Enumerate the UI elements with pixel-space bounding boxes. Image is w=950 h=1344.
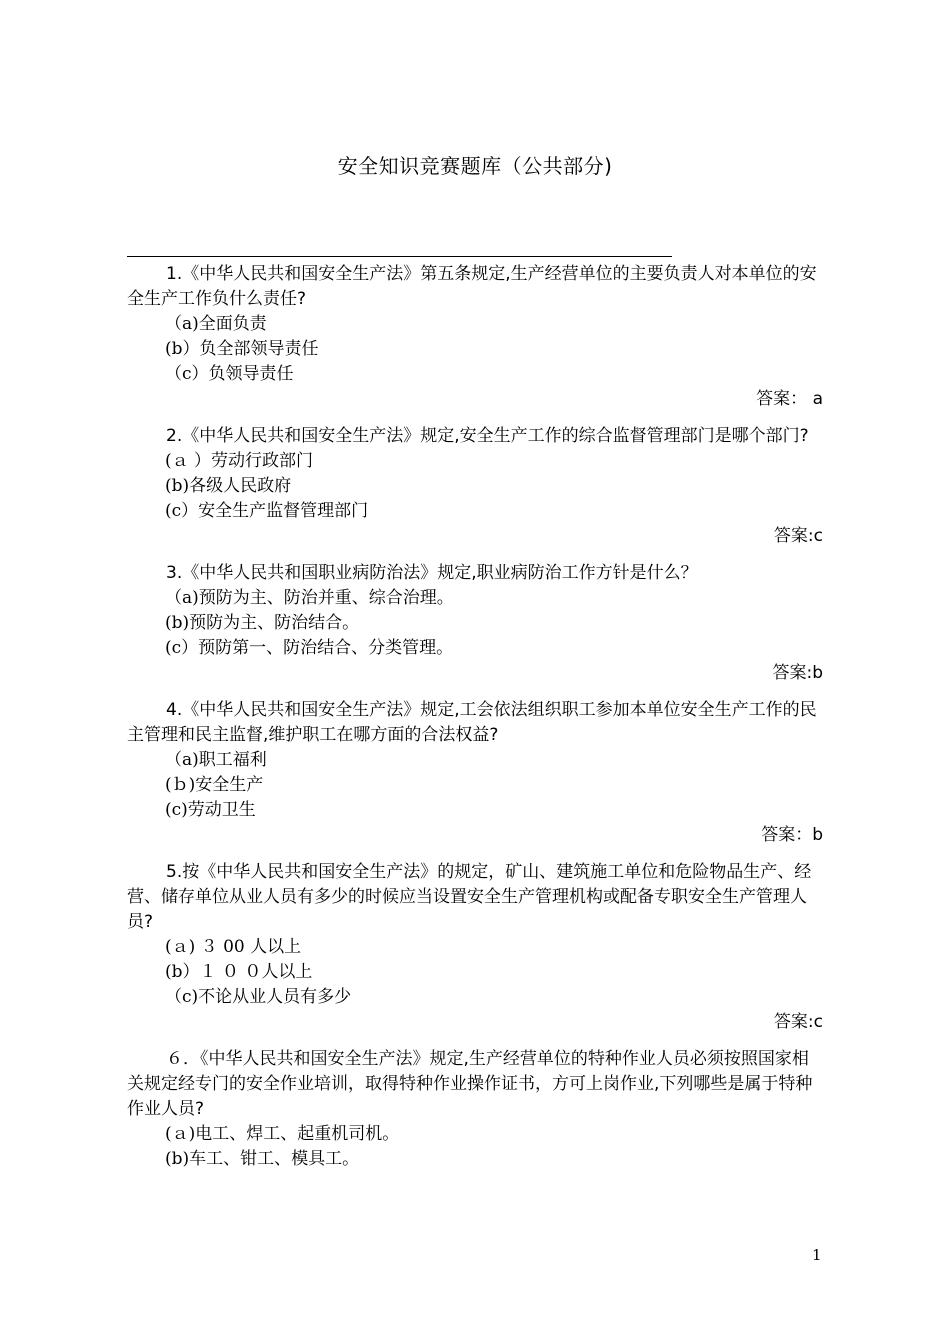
answer: 答案:b xyxy=(772,663,823,683)
option-b: (b）１ ０ ０人以上 xyxy=(165,962,313,982)
question-item xyxy=(127,698,823,848)
question-list xyxy=(127,262,823,1172)
question-item xyxy=(127,262,823,412)
question-text: 2.《中华人民共和国安全生产法》规定,安全生产工作的综合监督管理部门是哪个部门? xyxy=(166,426,809,446)
question-text: 5.按《中华人民共和国安全生产法》的规定，矿山、建筑施工单位和危险物品生产、经营、储存单位从业人员有多少的时候应当设置安全生产管理机构或配备专职安全生产管理人员? xyxy=(127,862,812,932)
option-a: (ａ)电工、焊工、起重机司机。 xyxy=(165,1124,400,1144)
page-number: 1 xyxy=(812,1246,822,1264)
option-a: (ａ) ３ 00 人以上 xyxy=(165,937,302,957)
question-text: ６．《中华人民共和国安全生产法》规定,生产经营单位的特种作业人员必须按照国家相关规定经专门的安全作业培训，取得特种作业操作证书，方可上岗作业,下列哪些是属于特种作业人员? xyxy=(127,1049,813,1119)
answer: 答案:c xyxy=(773,1012,823,1032)
option-c: （c）负领导责任 xyxy=(165,364,294,384)
question-item xyxy=(127,424,823,549)
question-text: 4.《中华人民共和国安全生产法》规定,工会依法组织职工参加本单位安全生产工作的民主管理和民主监督,维护职工在哪方面的合法权益? xyxy=(127,700,817,745)
option-b: (b)车工、钳工、模具工。 xyxy=(165,1149,360,1169)
option-a: （a)职工福利 xyxy=(165,750,267,770)
option-a: (ａ ）劳动行政部门 xyxy=(165,451,314,471)
option-b: (ｂ)安全生产 xyxy=(165,775,264,795)
option-a: （a)全面负责 xyxy=(165,314,267,334)
option-b: (b)各级人民政府 xyxy=(165,476,292,496)
question-text: 3.《中华人民共和国职业病防治法》规定,职业病防治工作方针是什么？ xyxy=(166,563,698,583)
answer: 答案:c xyxy=(773,526,823,546)
option-c: (c）预防第一、防治结合、分类管理。 xyxy=(165,638,454,658)
option-c: (c)劳动卫生 xyxy=(165,800,256,820)
option-b: (b)预防为主、防治结合。 xyxy=(165,613,360,633)
question-item xyxy=(127,860,823,1035)
option-b: (b）负全部领导责任 xyxy=(165,339,319,359)
document-title: 安全知识竞赛题库（公共部分) xyxy=(337,154,613,178)
answer: 答案：b xyxy=(761,825,823,845)
answer: 答案： a xyxy=(756,389,823,409)
option-c: （c)不论从业人员有多少 xyxy=(165,987,352,1007)
question-item xyxy=(127,561,823,686)
option-a: （a)预防为主、防治并重、综合治理。 xyxy=(165,588,454,608)
question-item xyxy=(127,1047,823,1172)
question-text: 1.《中华人民共和国安全生产法》第五条规定,生产经营单位的主要负责人对本单位的安全生产工作负什么责任? xyxy=(127,264,817,309)
option-c: (c）安全生产监督管理部门 xyxy=(165,501,369,521)
horizontal-rule xyxy=(127,256,672,257)
